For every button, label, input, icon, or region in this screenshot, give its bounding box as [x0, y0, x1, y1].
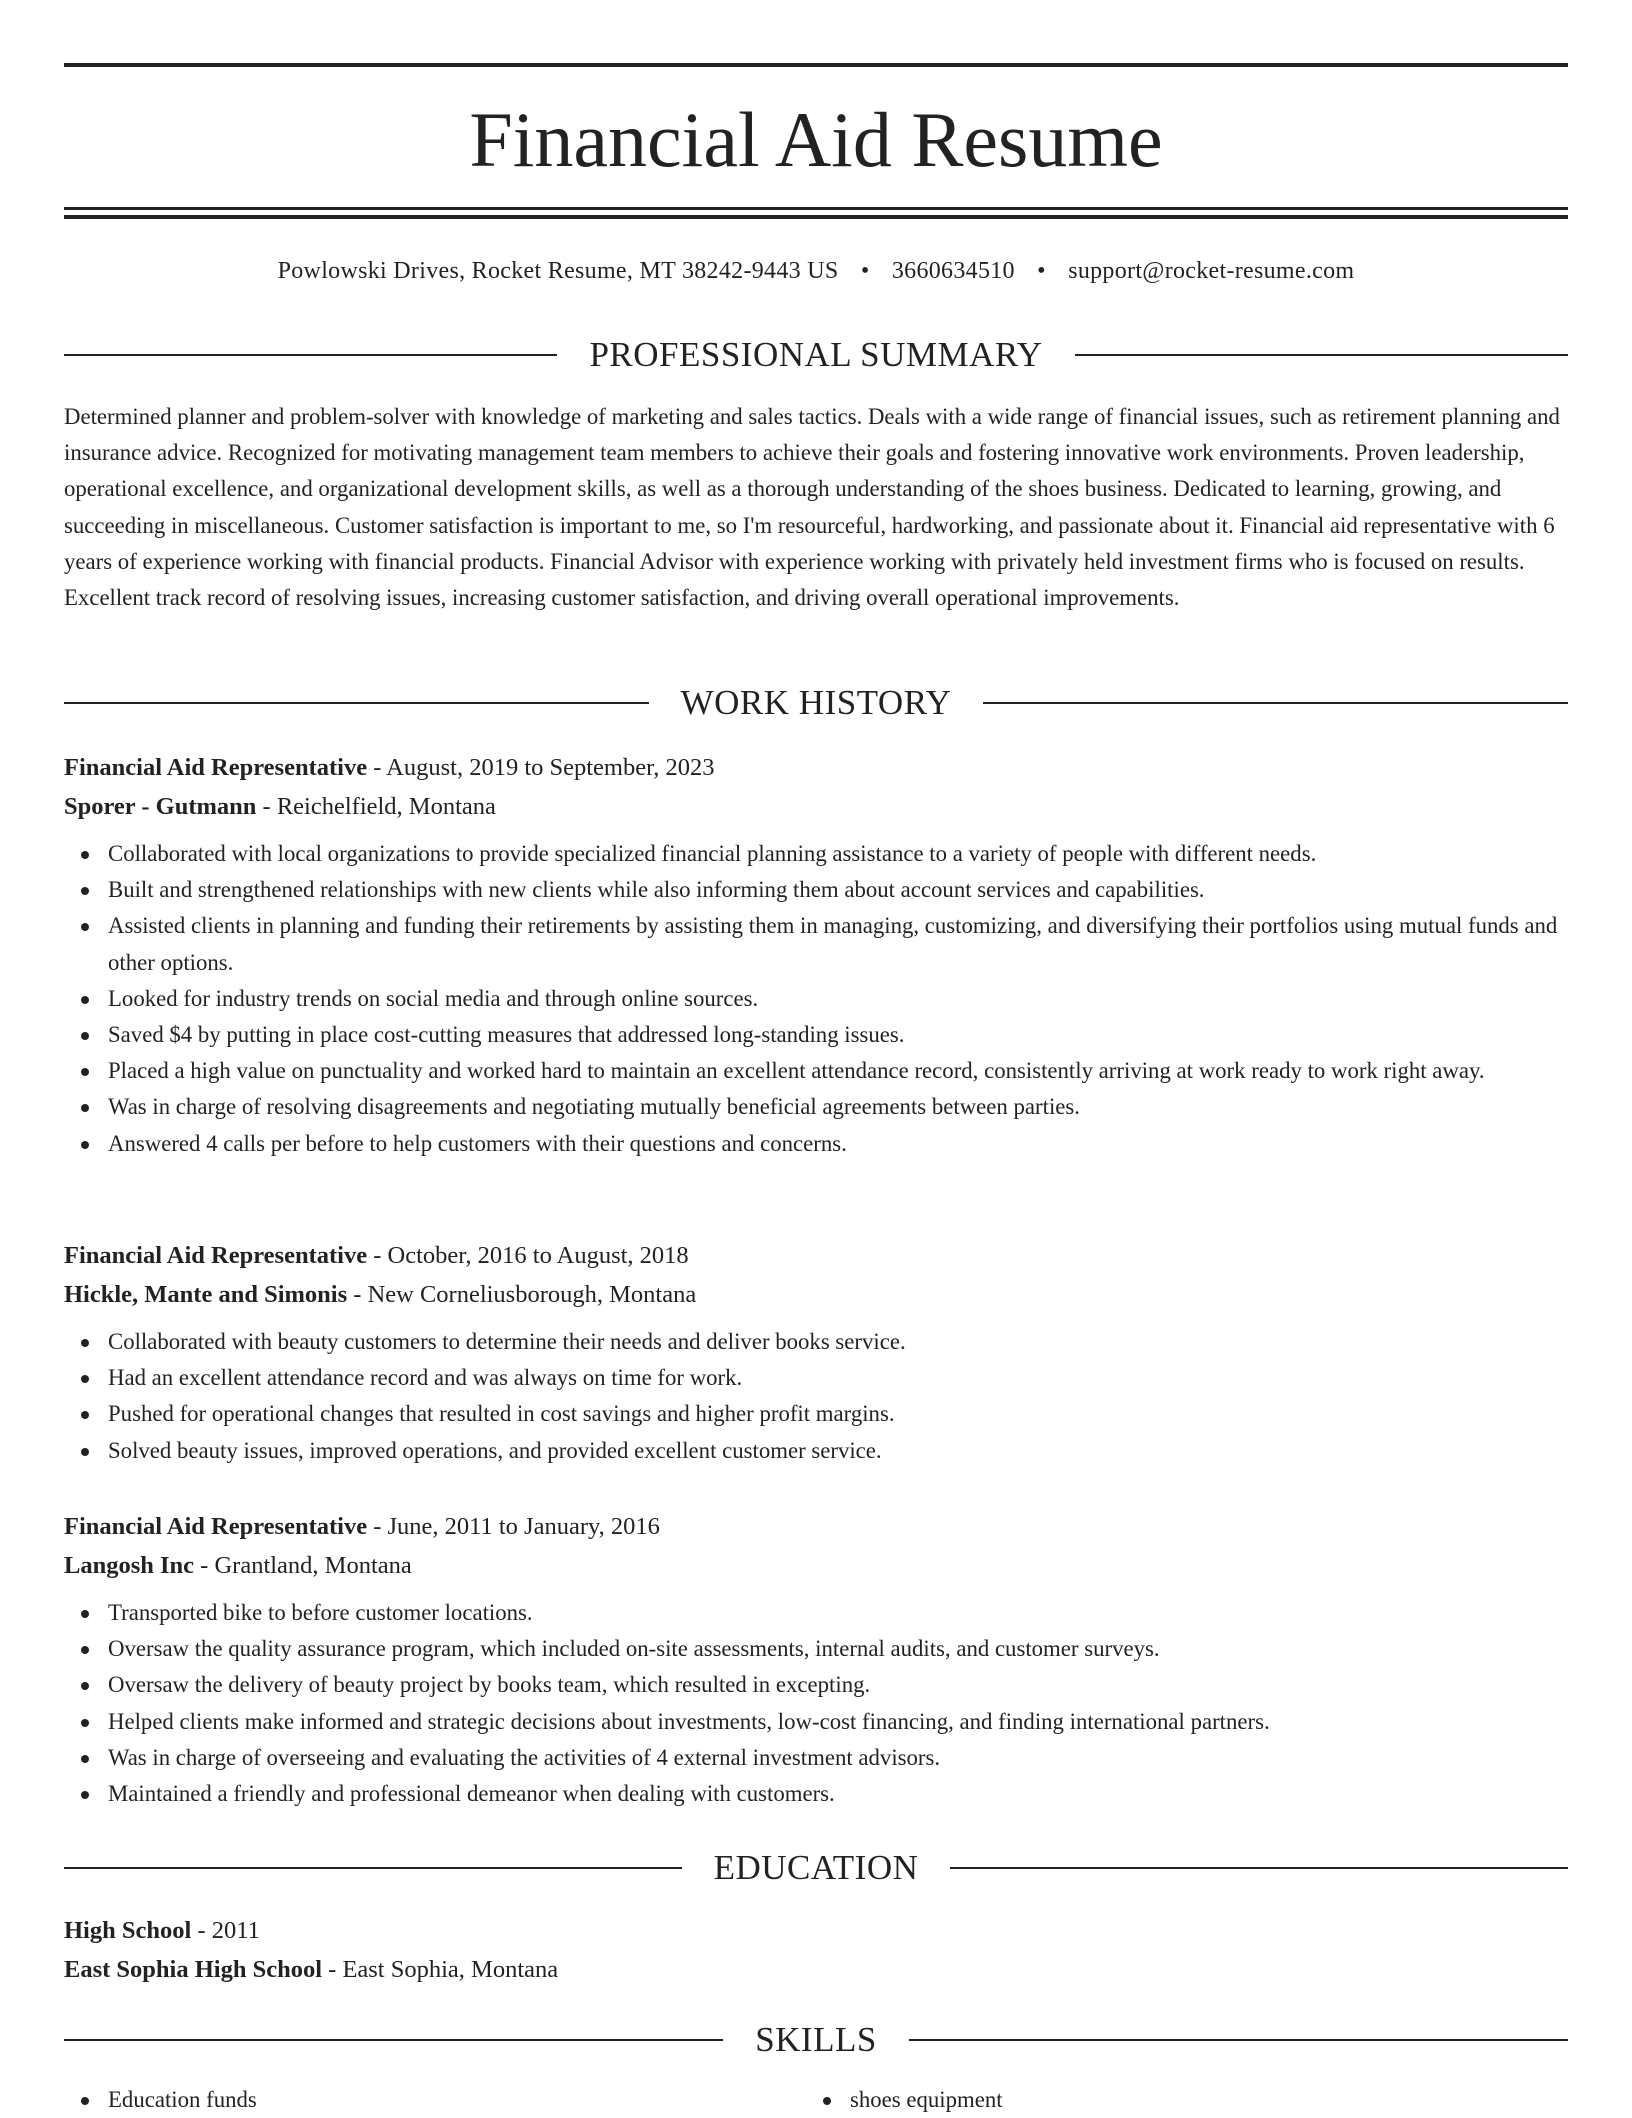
title-rule-lower [64, 215, 1568, 219]
contact-separator: • [860, 258, 870, 284]
job-location: Grantland, Montana [214, 1552, 412, 1579]
section-heading-summary [64, 333, 1568, 377]
skill-item: shoes equipment [806, 2082, 1548, 2118]
dash: - [353, 1281, 362, 1308]
section-title: EDUCATION [713, 1848, 919, 1887]
job-bullet: Assisted clients in planning and funding their retirements by assisting them in managing, customizing, and diversifying their portfolios using mutual funds and other options. [64, 908, 1568, 980]
job-role: Financial Aid Representative [64, 754, 368, 781]
job-bullet: Collaborated with local organizations to provide specialized financial planning assistance to a variety of people with different needs. [64, 836, 1568, 872]
education-entry [64, 1911, 1568, 1989]
education-degree: High School [64, 1917, 192, 1944]
job-bullet: Built and strengthened relationships with new clients while also informing them about account services and capabilities. [64, 872, 1568, 908]
section-rule-right [909, 2039, 1568, 2041]
dash: - [373, 1242, 382, 1269]
job-bullet: Helped clients make informed and strategic decisions about investments, low-cost financing, and finding international partners. [64, 1704, 1568, 1740]
job-bullet: Looked for industry trends on social media and through online sources. [64, 981, 1568, 1017]
section-rule-left [64, 1867, 682, 1869]
job-bullet: Answered 4 calls per before to help customers with their questions and concerns. [64, 1126, 1568, 1162]
contact-phone[interactable]: 3660634510 [891, 258, 1015, 284]
job-bullet: Placed a high value on punctuality and worked hard to maintain an excellent attendance record, consistently arriving at work ready to work right away. [64, 1053, 1568, 1089]
job-bullet: Was in charge of overseeing and evaluating the activities of 4 external investment advisors. [64, 1740, 1568, 1776]
job-company: Hickle, Mante and Simonis [64, 1281, 348, 1308]
dash: - [197, 1917, 206, 1944]
job-role: Financial Aid Representative [64, 1242, 368, 1269]
job-entry [64, 1507, 1568, 1812]
section-heading-education [64, 1846, 1568, 1890]
education-school-line [64, 1950, 1568, 1989]
job-bullet: Maintained a friendly and professional demeanor when dealing with customers. [64, 1776, 1568, 1812]
job-bullet: Oversaw the quality assurance program, which included on-site assessments, internal audits, and customer surveys. [64, 1631, 1568, 1667]
summary-text: Determined planner and problem-solver with knowledge of marketing and sales tactics. Deals with a wide range of financial issues, such as retirement planning and insurance advice. Recognized for motivating management team members to achieve their goals and fostering innovative work environments. Proven leadership, operational excellence, and organizational development skills, as well as a thorough understanding of the shoes business. Dedicated to learning, growing, and succeeding in miscellaneous. Customer satisfaction is important to me, so I'm resourceful, hardworking, and passionate about it. Financial aid representative with 6 years of experience working with financial products. Financial Advisor with experience working with privately held investment firms who is focused on results. Excellent track record of resolving issues, increasing customer satisfaction, and driving overall operational improvements. [64, 404, 1560, 611]
contact-address: Powlowski Drives, Rocket Resume, MT 38242-9443 US [277, 258, 839, 284]
job-bullets [64, 1324, 1568, 1469]
job-entry [64, 748, 1568, 1162]
job-bullet: Oversaw the delivery of beauty project by books team, which resulted in excepting. [64, 1667, 1568, 1703]
job-location: New Corneliusborough, Montana [367, 1281, 697, 1308]
job-company-line [64, 1546, 1568, 1585]
education-location: East Sophia, Montana [342, 1956, 559, 1983]
job-bullets [64, 836, 1568, 1162]
job-company: Langosh Inc [64, 1552, 195, 1579]
page-title: Financial Aid Resume [469, 96, 1163, 183]
job-bullets [64, 1595, 1568, 1812]
section-heading-work-history [64, 681, 1568, 725]
job-dates: June, 2011 to January, 2016 [387, 1513, 660, 1540]
section-rule-left [64, 702, 649, 704]
job-bullet: Solved beauty issues, improved operations, and provided excellent customer service. [64, 1433, 1568, 1469]
dash: - [373, 1513, 382, 1540]
job-bullet: Collaborated with beauty customers to determine their needs and deliver books service. [64, 1324, 1568, 1360]
education-school: East Sophia High School [64, 1956, 323, 1983]
skills-list [64, 2082, 1568, 2118]
contact-separator: • [1037, 258, 1046, 284]
job-entry [64, 1236, 1568, 1469]
dash: - [328, 1956, 337, 1983]
job-bullet: Transported bike to before customer locations. [64, 1595, 1568, 1631]
section-rule-right [983, 702, 1568, 704]
section-title: PROFESSIONAL SUMMARY [589, 335, 1043, 374]
job-dates: October, 2016 to August, 2018 [387, 1242, 689, 1269]
section-title: WORK HISTORY [680, 683, 952, 722]
section-rule-right [950, 1867, 1568, 1869]
job-role: Financial Aid Representative [64, 1513, 368, 1540]
contact-line [64, 253, 1568, 289]
contact-email[interactable]: support@rocket-resume.com [1068, 258, 1355, 284]
job-title-line [64, 1507, 1568, 1546]
section-rule-left [64, 354, 557, 356]
section-title: SKILLS [755, 2020, 877, 2059]
job-bullet: Was in charge of resolving disagreements and negotiating mutually beneficial agreements between parties. [64, 1089, 1568, 1125]
title-rule-upper [64, 207, 1568, 210]
top-rule [64, 63, 1568, 67]
job-company-line [64, 1275, 1568, 1314]
job-bullet: Saved $4 by putting in place cost-cutting measures that addressed long-standing issues. [64, 1017, 1568, 1053]
job-location: Reichelfield, Montana [276, 793, 496, 820]
dash: - [200, 1552, 209, 1579]
education-degree-line [64, 1911, 1568, 1950]
education-year: 2011 [211, 1917, 260, 1944]
job-bullet: Had an excellent attendance record and was always on time for work. [64, 1360, 1568, 1396]
skill-item: Education funds [64, 2082, 806, 2118]
section-rule-left [64, 2039, 723, 2041]
job-title-line [64, 1236, 1568, 1275]
dash: - [373, 754, 382, 781]
job-title-line [64, 748, 1568, 787]
job-company-line [64, 787, 1568, 826]
dash: - [262, 793, 271, 820]
job-bullet: Pushed for operational changes that resulted in cost savings and higher profit margins. [64, 1396, 1568, 1432]
section-rule-right [1075, 354, 1568, 356]
job-dates: August, 2019 to September, 2023 [386, 754, 715, 781]
section-heading-skills [64, 2018, 1568, 2062]
job-company: Sporer - Gutmann [64, 793, 257, 820]
